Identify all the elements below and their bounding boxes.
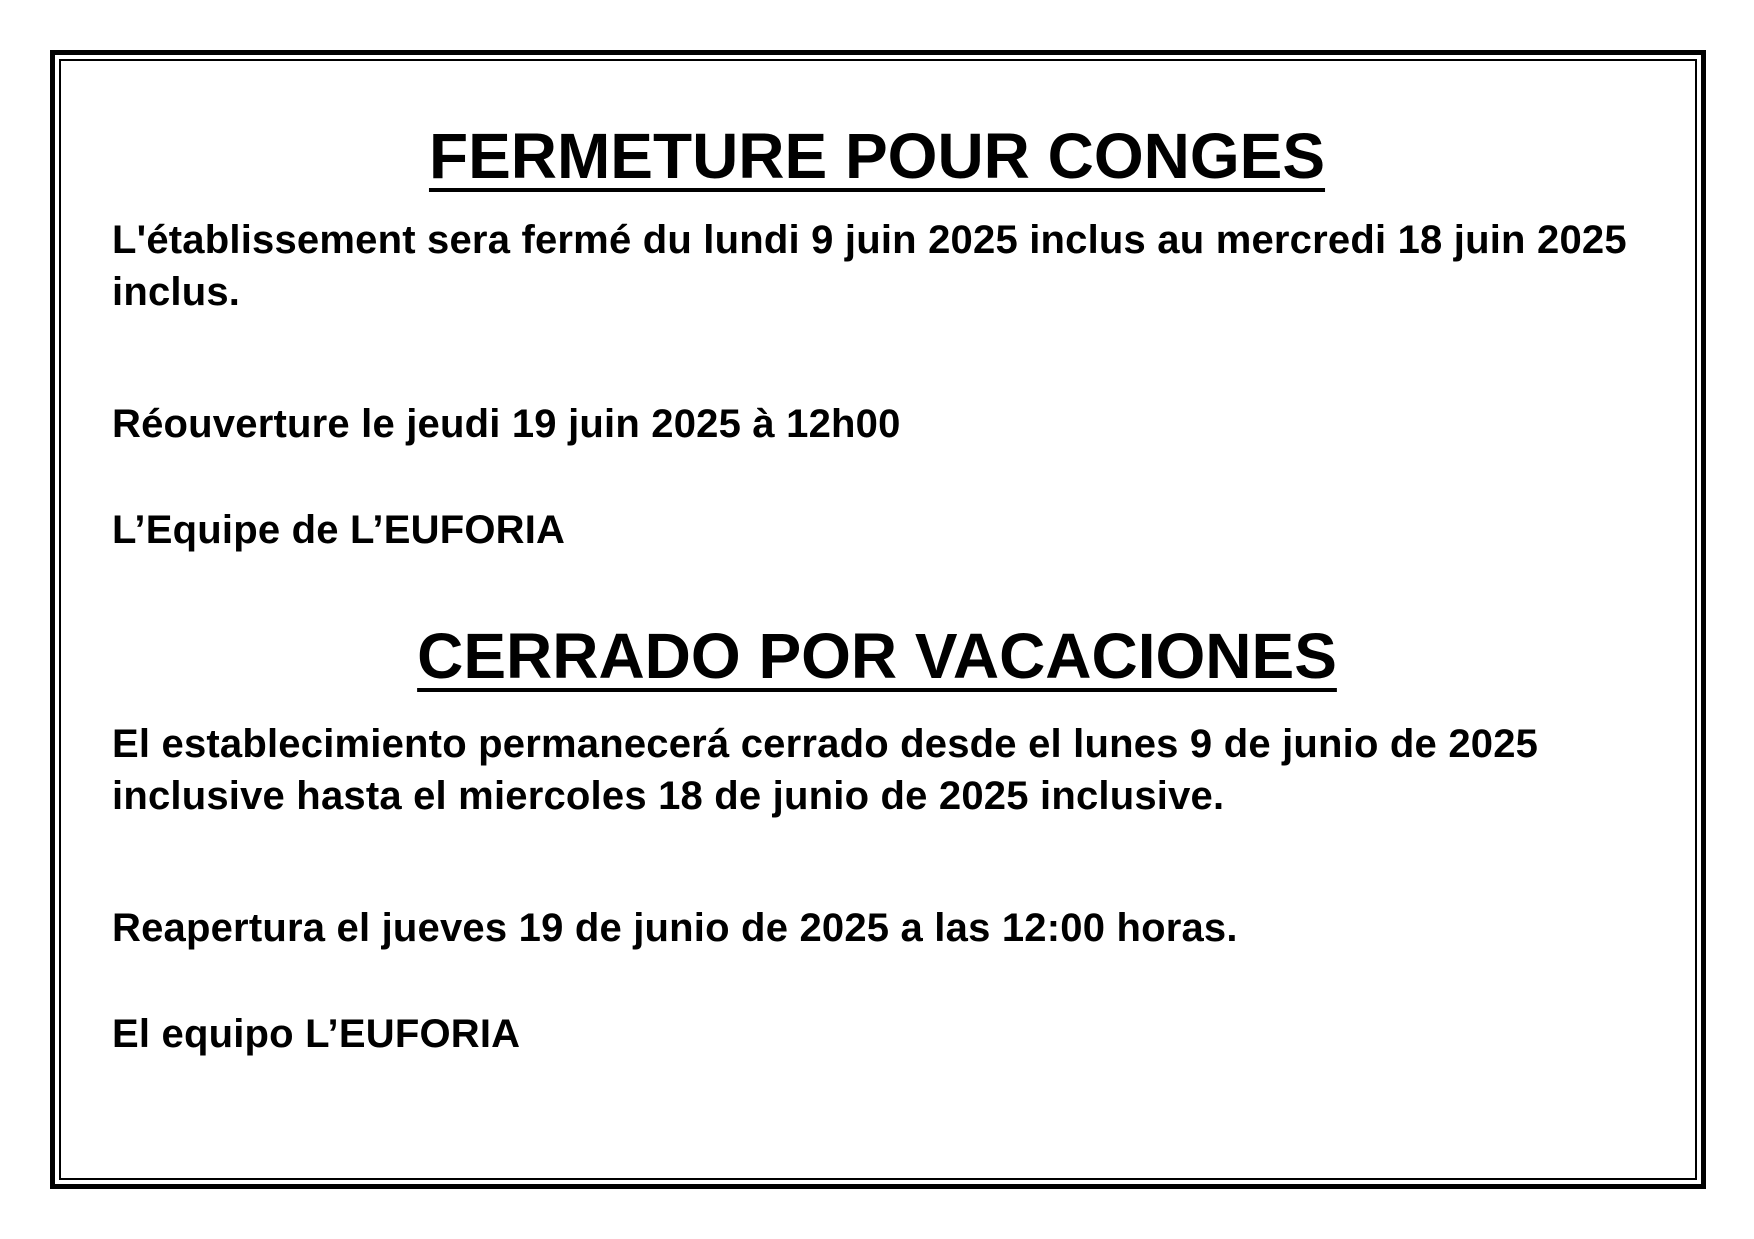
- spanish-signature: El equipo L’EUFORIA: [112, 1012, 521, 1056]
- spanish-heading-text: CERRADO POR VACACIONES: [417, 620, 1337, 692]
- spanish-closure-text: El establecimiento permanecerá cerrado desde el lunes 9 de junio de 2025 inclusive hasta el miercoles 18 de junio de 2025 inclusive.: [112, 722, 1539, 818]
- spanish-reopening-text: Reapertura el jueves 19 de junio de 2025 a las 12:00 horas.: [112, 906, 1238, 950]
- french-heading: [112, 120, 1642, 192]
- french-heading-text: FERMETURE POUR CONGES: [428, 120, 1326, 192]
- spanish-heading: [112, 620, 1642, 692]
- french-signature: L’Equipe de L’EUFORIA: [112, 508, 566, 552]
- french-reopening-text: Réouverture le jeudi 19 juin 2025 à 12h00: [112, 402, 901, 446]
- french-closure-text: L'établissement sera fermé du lundi 9 juin 2025 inclus au mercredi 18 juin 2025 inclus.: [112, 218, 1627, 314]
